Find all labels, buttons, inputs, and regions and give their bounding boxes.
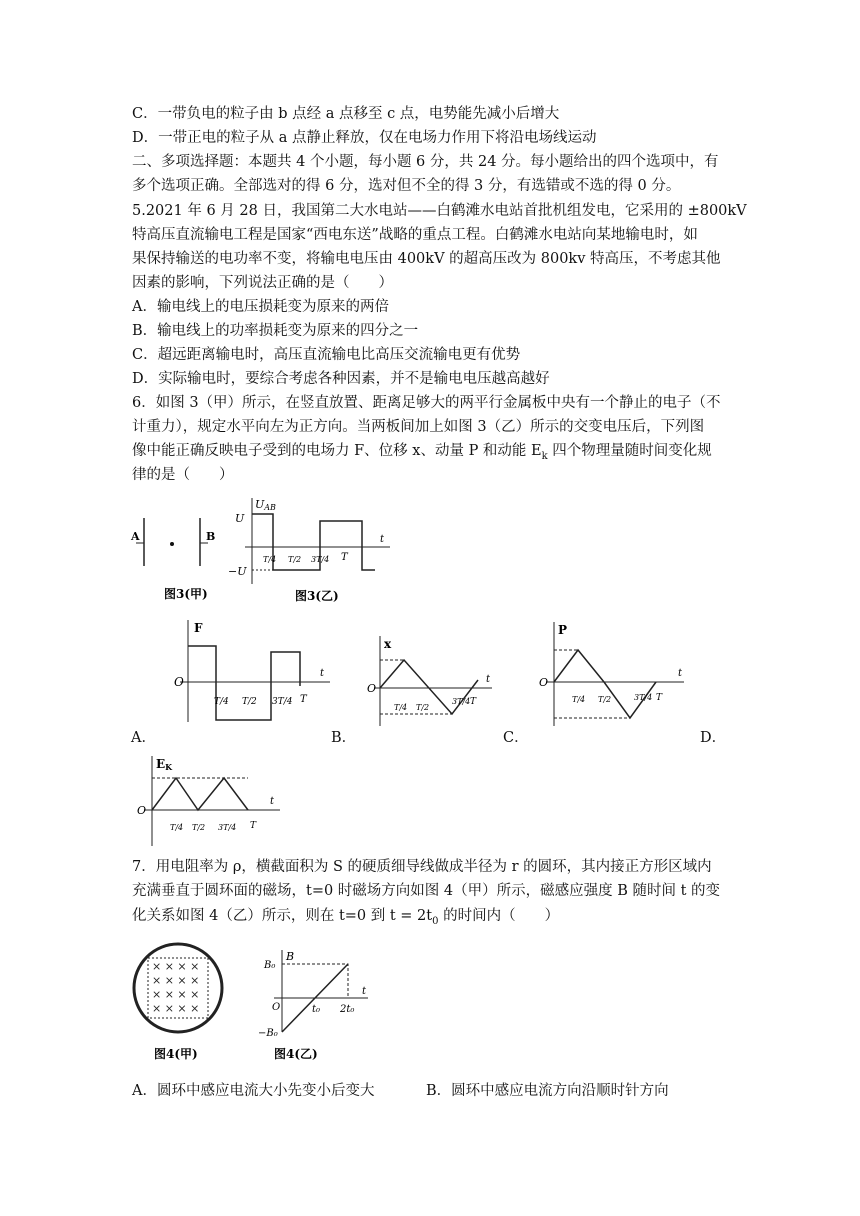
neg-b0-label: −B₀ [258,1028,278,1039]
q5-option-d: D．实际输电时，要综合考虑各种因素，并不是输电电压越高越好 [132,371,550,387]
tick-t2: T/2 [242,697,257,707]
tick-T: T [300,694,307,705]
figure-4b [252,946,372,1064]
q5-stem-line3: 果保持输送的电功率不变，将输电电压由 400kV 的超高压改为 800kv 特高压，不考虑其他 [132,251,721,267]
guide-lines [282,964,348,998]
momentum-curve [554,650,656,718]
t-label: t [270,796,275,807]
q5-option-a: A．输电线上的电压损耗变为原来的两倍 [132,299,389,315]
option-d-graph [134,750,284,850]
tick-t2: T/2 [288,555,302,564]
tick-3t4: 3T/4 [218,823,237,832]
tick-T: T [250,821,257,831]
q5-option-b: B．输电线上的功率损耗变为原来的四分之一 [132,323,419,339]
tick-t4: T/4 [214,697,229,707]
q7-option-b: B．圆环中感应电流方向沿顺时针方向 [426,1083,669,1099]
t-label: t [486,674,491,685]
kinetic-energy-curve [152,778,248,810]
u-axis-label: UAB [255,498,276,512]
neg-u0-label: −U [228,565,247,578]
q4-option-d: D．一带正电的粒子从 a 点静止释放，仅在电场力作用下将沿电场线运动 [132,130,597,146]
q7-stem-line1: 7．用电阻率为 ρ，横截面积为 S 的硬质细导线做成半径为 r 的圆环，其内接正方形区域内 [132,859,712,875]
q5-option-c: C．超远距离输电时，高压直流输电比高压交流输电更有优势 [132,347,521,363]
option-c-graph [538,616,688,732]
q6-stem-line1: 6．如图 3（甲）所示，在竖直放置、距离足够大的两平行金属板中央有一个静止的电子（不 [132,395,721,411]
option-b-graph [366,630,496,730]
field-crosses [152,960,199,1015]
tick-T: T [656,693,663,703]
q5-stem-line2: 特高压直流输电工程是国家“西电东送”战略的重点工程。白鹤滩水电站向某地输电时，如 [132,227,698,243]
option-d-label: D． [700,730,727,746]
fig4b-caption: 图4(乙) [274,1047,318,1061]
option-b-label: B． [331,730,357,746]
q5-stem-line1: 5.2021 年 6 月 28 日，我国第二大水电站——白鹤滩水电站首批机组发电，它采用的 ±800kV [132,203,747,219]
b0-label: B₀ [264,960,276,971]
q7-stem-line3-sub: 0 [432,915,439,927]
tick-t4: T/4 [170,823,184,832]
q7-stem-line3-text: 化关系如图 4（乙）所示，则在 t=0 到 t = 2t [132,908,433,924]
origin-label: O [367,682,377,695]
q5-stem-line4: 因素的影响，下列说法正确的是（ ） [132,275,393,291]
figure-4a [130,940,230,1064]
q6-stem-line3-sub: k [541,450,548,462]
q4-option-c: C．一带负电的粒子由 b 点经 a 点移至 c 点，电势能先减小后增大 [132,106,560,122]
force-wave [188,646,300,720]
q6-stem-line3-tail: 四个物理量随时间变化规 [547,443,712,459]
tick-t4: T/4 [263,555,277,564]
t-label: t [678,668,683,679]
figure-3b [225,490,395,605]
origin-label: O [174,675,184,689]
tick-t4: T/4 [394,703,408,712]
t-label: t [380,534,385,545]
tick-t2: T/2 [192,823,206,832]
t-label: t [320,668,325,679]
q7-option-a: A．圆环中感应电流大小先变小后变大 [132,1083,375,1099]
tick-3t4: 3T/4 [272,697,293,707]
q6-stem-line4: 律的是（ ） [132,467,234,483]
q7-stem-line3 [132,906,559,932]
q6-stem-line2: 计重力），规定水平向左为正方向。当两板间加上如图 3（乙）所示的交变电压后，下列图 [132,419,705,435]
fig4a-caption: 图4(甲) [154,1047,198,1061]
section2-line1: 二、多项选择题：本题共 4 个小题，每小题 6 分，共 24 分。每小题给出的四个选项中，有 [132,154,719,170]
f-axis-label: F [194,621,203,635]
origin-label: O [137,804,147,817]
plate-b-label: B [206,530,216,543]
q6-stem-line3-text: 像中能正确反映电子受到的电场力 F、位移 x、动量 P 和动能 E [132,443,542,459]
fig3b-caption: 图3(乙) [295,589,339,603]
figure-3a [128,496,218,606]
option-a-graph [168,614,338,732]
tick-T: T [341,552,348,563]
svg-text:× × × ×: × × × × [152,988,200,1001]
tick-3t4: 3T/4 [452,697,471,706]
tick-3t4: 3T/4 [634,693,653,702]
option-a-label: A． [131,730,156,746]
plate-a-label: A [131,530,140,543]
guide-lines [554,650,630,718]
svg-text:× × × ×: × × × × [152,1002,200,1015]
two-t0-label: 2t₀ [340,1004,355,1015]
ek-axis-label: EK [156,757,173,772]
tick-3t4: 3T/4 [311,555,330,564]
tick-T: T [470,697,477,707]
section2-line2: 多个选项正确。全部选对的得 6 分，选对但不全的得 3 分，有选错或不选的得 0 分。 [132,178,681,194]
q6-stem-line3 [132,441,712,467]
t0-label: t₀ [312,1004,321,1015]
tick-t4: T/4 [572,695,586,704]
electron-dot [170,542,174,546]
origin-label: O [539,676,549,689]
q7-stem-line2: 充满垂直于圆环面的磁场，t=0 时磁场方向如图 4（甲）所示，磁感应强度 B 随时间 t 的变 [132,883,721,899]
u0-label: U [235,512,245,525]
origin-label: O [272,1002,281,1013]
tick-t2: T/2 [598,695,612,704]
q7-stem-line3-tail: 的时间内（ ） [438,908,560,924]
b-axis-label: B [286,950,295,963]
option-c-label: C． [503,730,529,746]
p-axis-label: P [558,623,568,637]
t-label: t [362,986,367,997]
fig3a-caption: 图3(甲) [164,587,208,601]
svg-text:× × × ×: × × × × [152,974,200,987]
x-axis-label: x [384,637,392,651]
tick-t2: T/2 [416,703,430,712]
svg-text:× × × ×: × × × × [152,960,200,973]
